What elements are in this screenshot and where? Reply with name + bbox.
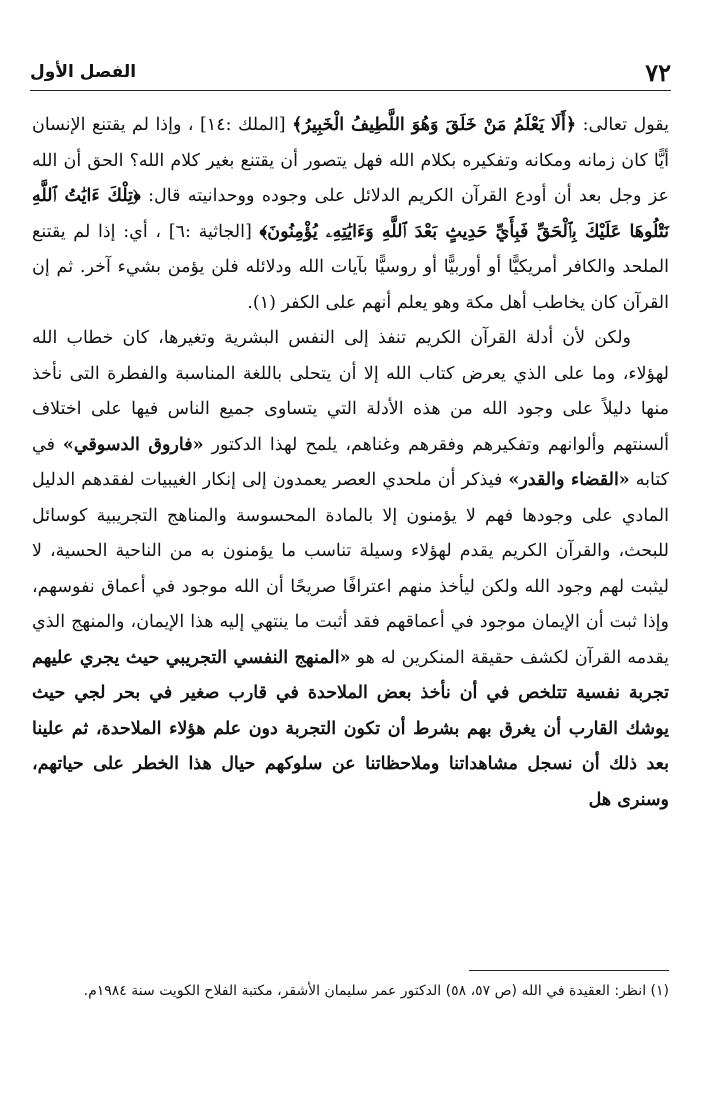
quran-verse: ﴿تِلْكَ ءَايَٰتُ ٱللَّهِ نَتْلُوهَا عَلَيْكَ بِٱلْحَقِّ فَبِأَيِّ حَدِيثٍ بَعْدَ ٱللَّهِ وَءَايَٰتِهِۦ يُؤْمِنُونَ﴾ bbox=[32, 186, 669, 242]
paragraph-1 bbox=[32, 108, 669, 321]
footnote-divider bbox=[469, 970, 669, 971]
text-run: [الجاثية :٦] ، أي: إذا لم يقتنع الملحد والكافر أمريكيًّا أو أوربيًّا أو روسيًّا بآيات الله ودلائله فلن يؤمن بشيء آخر. ثم إن القرآن كان يخاطب أهل مكة وهو يعلم أنهم على الكفر bbox=[32, 221, 669, 313]
text-run: فيذكر أن ملحدي العصر يعمدون إلى إنكار الغيبيات لفقدهم الدليل المادي على وجودها فهم لا يؤمنون إلا بالمادة المحسوسة والمناهج التجريبية كوسائل للبحث، والقرآن الكريم يقدم لهؤلاء وسيلة تناسب ما يؤمنون به من الناحية الحسية، لا ليثبت لهم وجود الله ولكن ليأخذ منهم اعترافًا صريحًا أن الله موجود في أعماق نفوسهم، وإذا ثبت أن الإيمان موجود في أعماقهم فقد أثبت ما ينتهي إليه هذا الإيمان، والمنهج الذي يقدمه القرآن لكشف حقيقة المنكرين له هو bbox=[32, 470, 669, 668]
paragraph-2 bbox=[32, 321, 669, 818]
page-header bbox=[30, 56, 671, 91]
chapter-title: الفصل الأول bbox=[30, 62, 137, 82]
main-text bbox=[32, 108, 669, 818]
quran-verse: ﴿أَلَا يَعْلَمُ مَنْ خَلَقَ وَهُوَ اللَّطِيفُ الْخَبِيرُ﴾ bbox=[292, 115, 577, 135]
footnote-reference: (١) bbox=[252, 292, 276, 313]
quoted-name: «فاروق الدسوقي» bbox=[62, 434, 204, 455]
bold-quotation: «المنهج النفسي التجريبي حيث يجري عليهم تجربة نفسية تتلخص في أن نأخذ بعض الملاحدة في قارب صغير في بحر لجي حيث يوشك القارب أن يغرق بهم بشرط أن تكون التجربة دون علم هؤلاء الملاحدة، ثم علينا بعد ذلك أن نسجل مشاهداتنا وملاحظاتنا عن سلوكهم حيال هذا الخطر على حياتهم، وسنرى هل bbox=[32, 647, 669, 810]
text-run: . bbox=[247, 292, 253, 313]
quoted-book-title: «القضاء والقدر» bbox=[508, 470, 630, 490]
page-number: ٧٢ bbox=[645, 58, 671, 87]
footnotes bbox=[32, 976, 669, 1006]
text-run: يقول تعالى: bbox=[576, 115, 669, 135]
text-run: ولكن لأن أدلة القرآن الكريم تنفذ إلى النفس البشرية وتغيرها، كان خطاب الله لهؤلاء، وما على الذي يعرض كتاب الله إلا أن يتحلى باللغة المناسبة والفطرة التى نأخذ منها دليلاً على وجود الله من هذه الأدلة التي يتساوى جميع الناس فيها على اختلاف ألسنتهم وألوانهم وتفكيرهم وفقرهم وغناهم، يلمح لهذا الدكتور bbox=[32, 328, 670, 455]
text-run: [الملك :١٤] ، وإذا لم يقتنع الإنسان أيًّا كان زمانه ومكانه وتفكيره بكلام الله فهل يتصور أن يقتنع بغير كلام الله؟ الحق أن الله عز وجل بعد أن أودع القرآن الكريم الدلائل على وجوده ووحدانيته قال: bbox=[32, 115, 669, 206]
footnote-1: (١) انظر: العقيدة في الله (ص ٥٧، ٥٨) الدكتور عمر سليمان الأشقر، مكتبة الفلاح الكويت سنة ١٩٨٤م. bbox=[83, 983, 669, 999]
text-run: في كتابه bbox=[32, 434, 669, 490]
